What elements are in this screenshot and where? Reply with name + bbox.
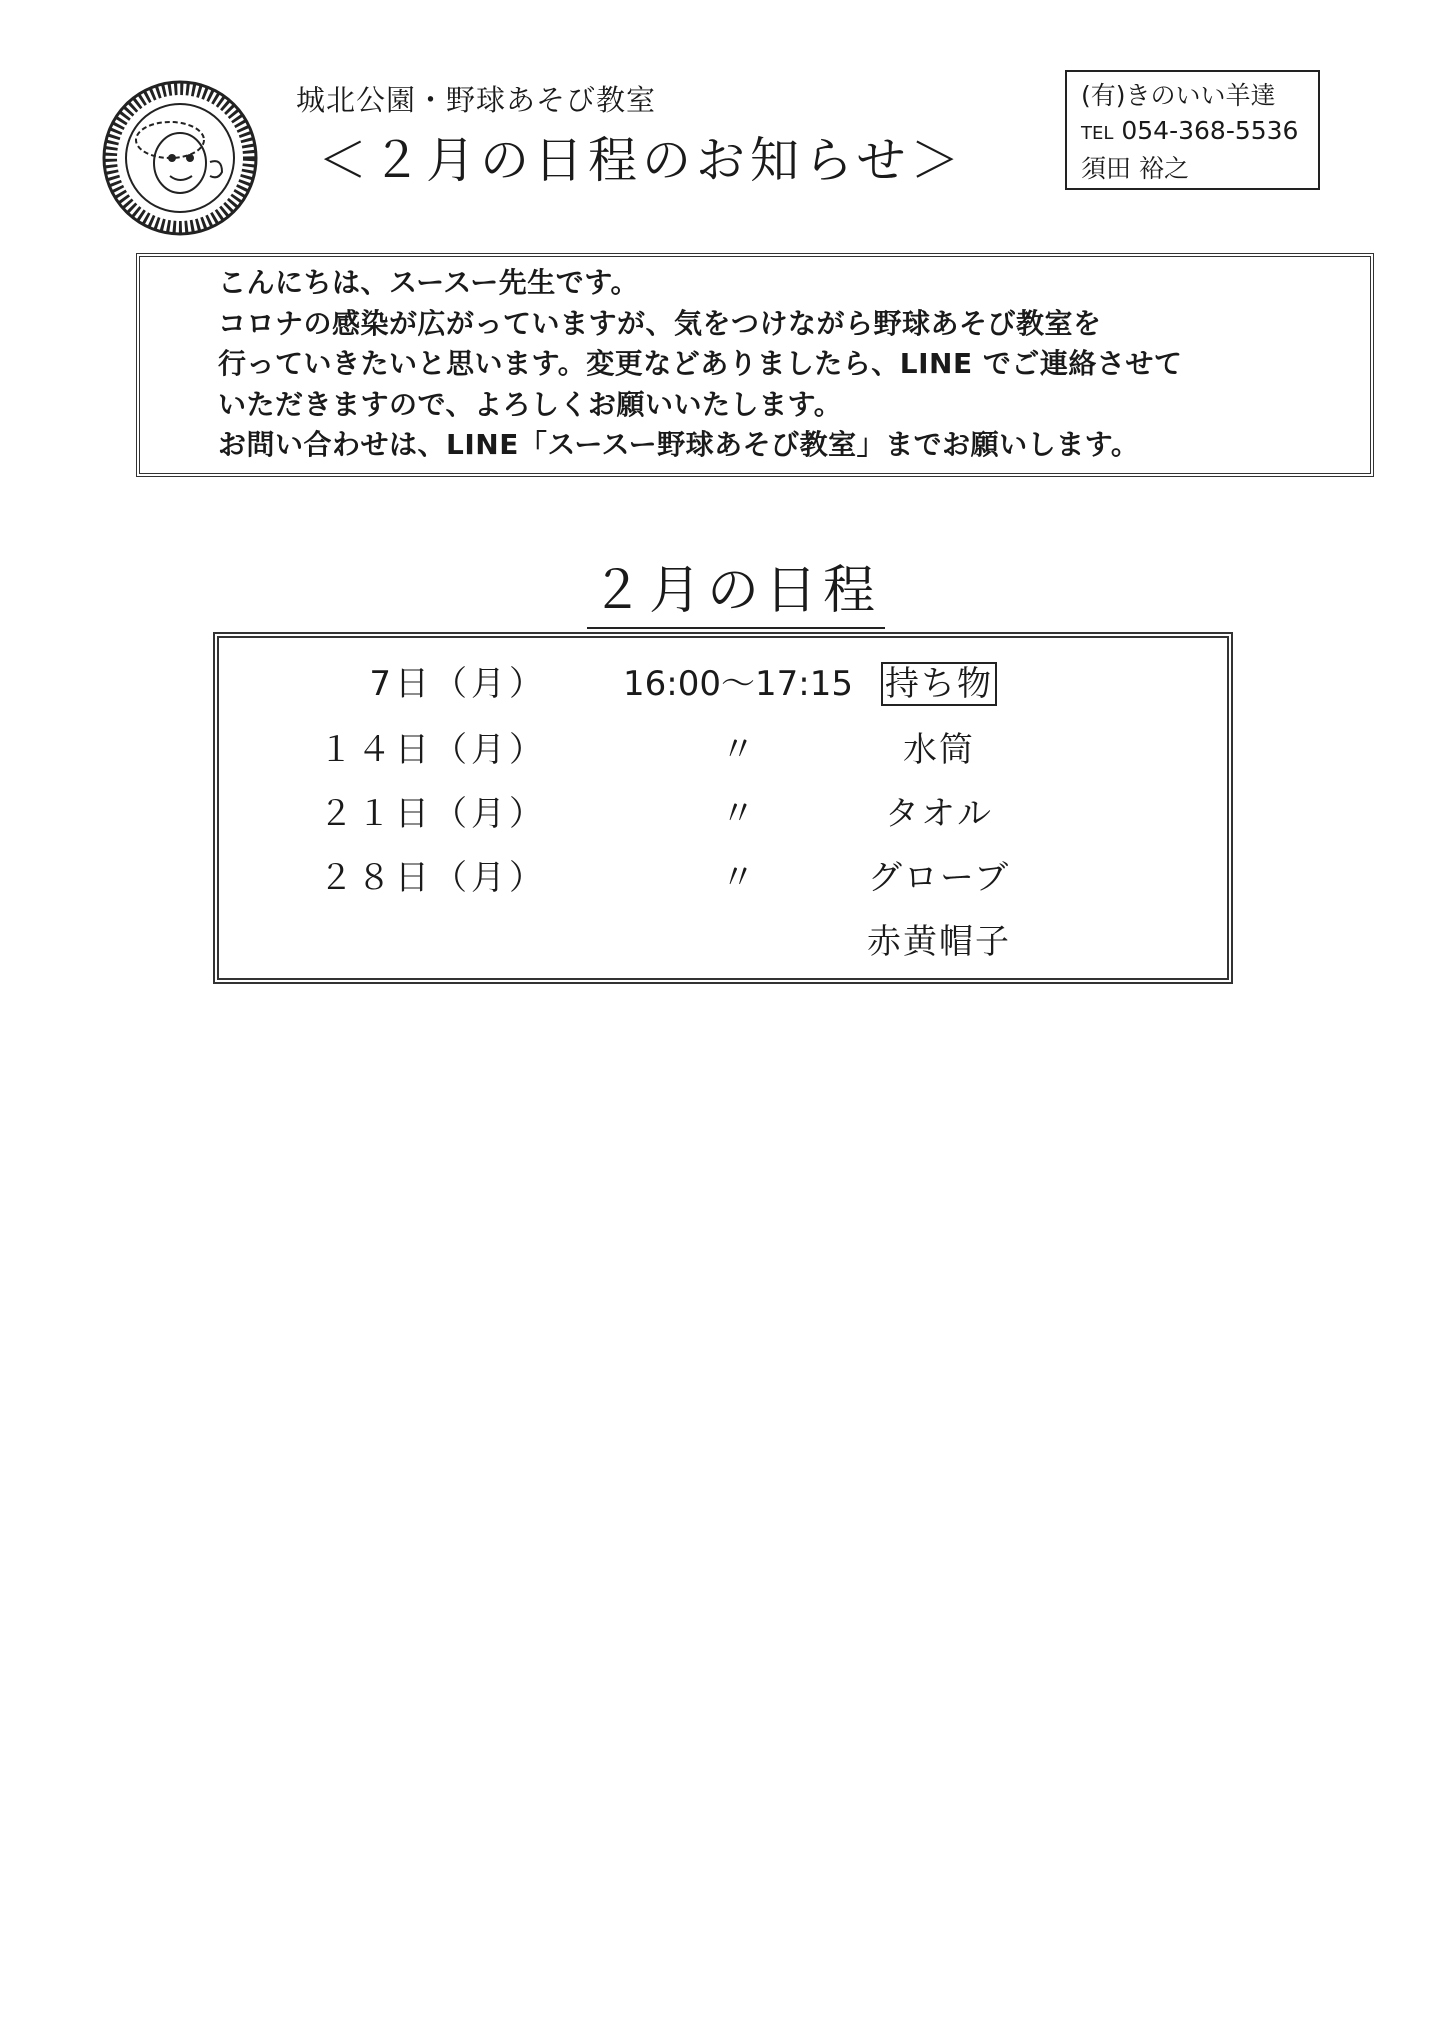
contact-person: 須田 裕之 xyxy=(1081,154,1189,183)
item-entry: グローブ xyxy=(867,858,1011,898)
telephone-line xyxy=(1081,113,1304,151)
schedule-table xyxy=(213,632,1233,984)
company-logo-seal xyxy=(100,78,260,238)
schedule-time-ditto: 〃 xyxy=(721,730,755,770)
telephone-number: 054-368-5536 xyxy=(1121,116,1299,145)
organization-name: 城北公園・野球あそび教室 xyxy=(296,83,657,117)
company-name: (有)きのいい羊達 xyxy=(1081,81,1276,110)
schedule-date: 7日（月） xyxy=(369,664,547,704)
page-title: ＜２月の日程のお知らせ＞ xyxy=(318,132,965,189)
contact-box xyxy=(1065,70,1320,190)
schedule-time-ditto: 〃 xyxy=(721,858,755,898)
message-line: いただきますので、よろしくお願いいたします。 xyxy=(218,387,843,421)
schedule-date: １４日（月） xyxy=(319,730,547,770)
message-line: 行っていきたいと思います。変更などありましたら、LINE でご連絡させて xyxy=(218,347,1183,380)
items-header-label: 持ち物 xyxy=(881,662,997,706)
tel-label: TEL xyxy=(1081,123,1114,144)
message-line: こんにちは、スースー先生です。 xyxy=(218,266,640,299)
schedule-time: 16:00～17:15 xyxy=(623,664,853,704)
schedule-heading: ２月の日程 xyxy=(587,548,885,629)
schedule-date: ２８日（月） xyxy=(319,858,547,898)
message-box xyxy=(136,253,1374,477)
message-line: コロナの感染が広がっていますが、気をつけながら野球あそび教室を xyxy=(218,306,1102,340)
schedule-date: ２１日（月） xyxy=(319,794,547,834)
items-header xyxy=(864,656,1014,705)
item-entry: 赤黄帽子 xyxy=(867,922,1011,962)
message-line: お問い合わせは、LINE「スースー野球あそび教室」までお願いします。 xyxy=(218,428,1140,461)
schedule-time-ditto: 〃 xyxy=(721,794,755,834)
item-entry: タオル xyxy=(885,794,993,834)
item-entry: 水筒 xyxy=(903,730,975,770)
